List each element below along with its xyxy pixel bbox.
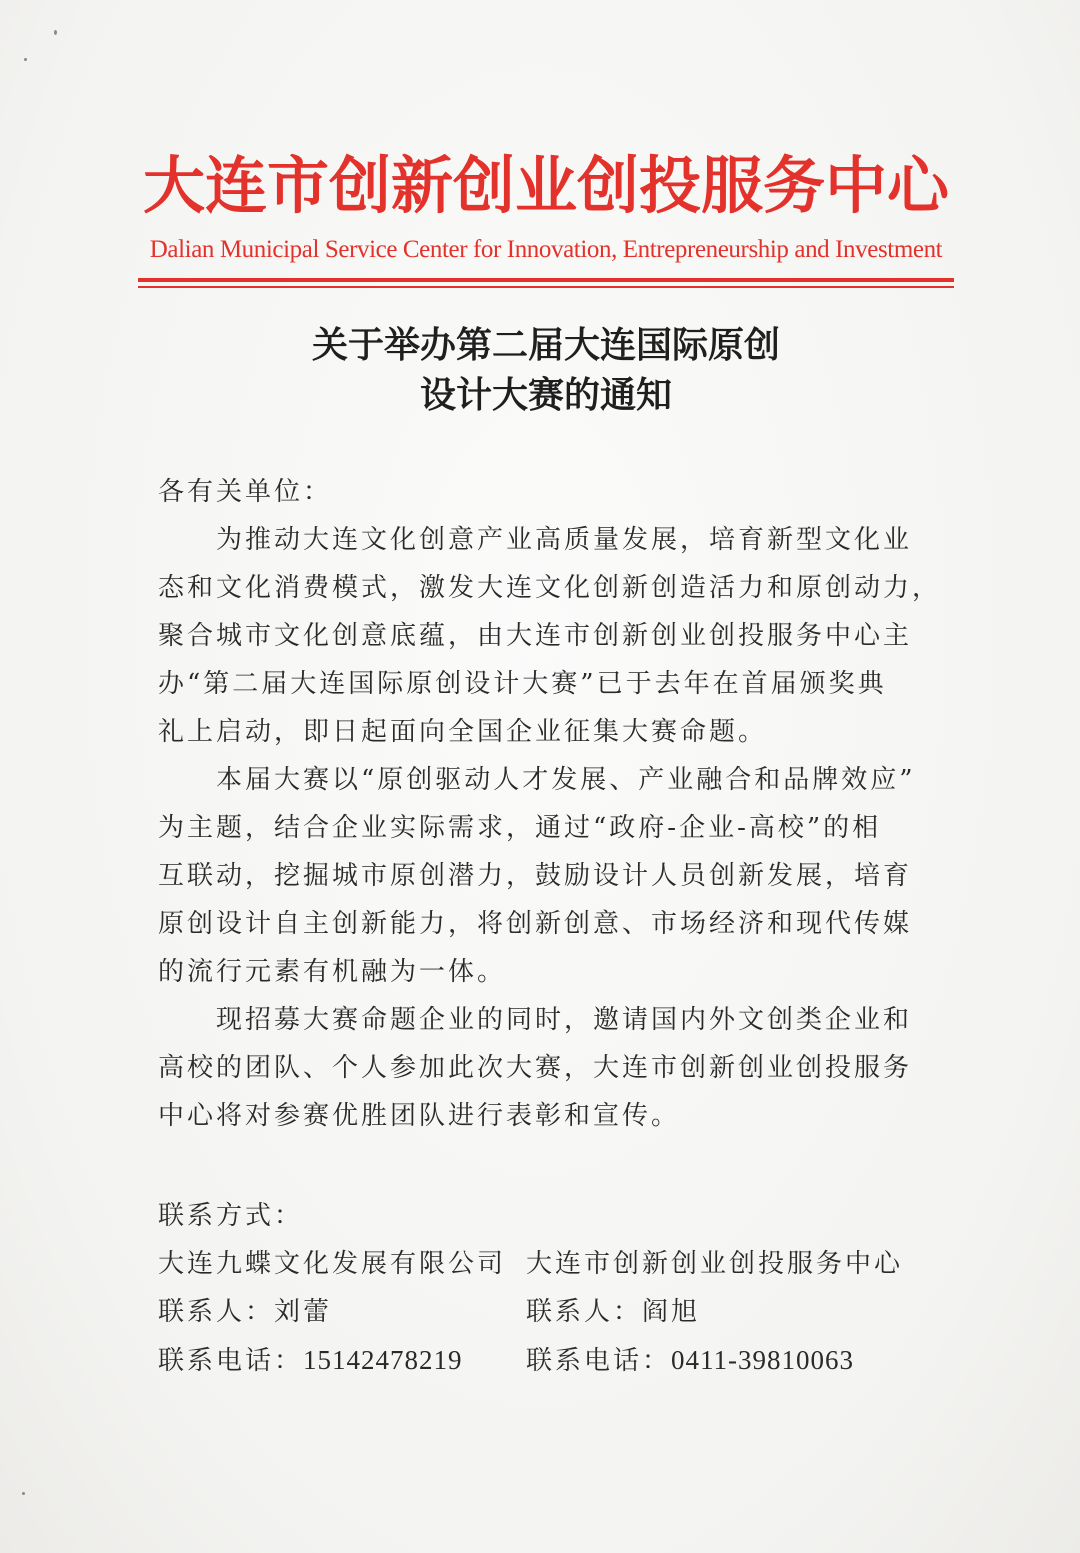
- notice-title-line2: 设计大赛的通知: [419, 374, 672, 416]
- paragraph1-line: 办“第二届大连国际原创设计大赛”已于去年在首届颁奖典: [158, 669, 887, 699]
- scan-speck: [54, 30, 57, 35]
- paragraph1-line: 态和文化消费模式，激发大连文化创新创造活力和原创动力，: [158, 573, 942, 603]
- contact-right-org: 大连市创新创业创投服务中心: [526, 1249, 904, 1279]
- paragraph2-line: 本届大赛以“原创驱动人才发展、产业融合和品牌效应”: [216, 765, 916, 795]
- contact-right: [526, 1240, 903, 1384]
- paragraph1-line: 聚合城市文化创意底蕴，由大连市创新创业创投服务中心主: [158, 621, 913, 651]
- contact-heading: 联系方式：: [158, 1201, 304, 1231]
- contact-right-phone-label: 联系电话：: [526, 1346, 672, 1376]
- contact-left-org: 大连九蝶文化发展有限公司: [158, 1249, 507, 1279]
- paragraph2-line: 的流行元素有机融为一体。: [158, 957, 507, 987]
- contact-left-phone-row: [158, 1336, 506, 1384]
- scan-speck: [22, 1492, 25, 1495]
- salutation: 各有关单位：: [158, 477, 333, 507]
- contact-right-person-row: [526, 1288, 903, 1336]
- paragraph3-line: 现招募大赛命题企业的同时，邀请国内外文创类企业和: [216, 1005, 913, 1035]
- contact-left-phone-label: 联系电话：: [158, 1346, 304, 1376]
- contact-left: [158, 1240, 506, 1384]
- contact-left-person-label: 联系人：: [158, 1297, 275, 1327]
- notice-body: [158, 516, 942, 1140]
- paragraph1-line: 为推动大连文化创意产业高质量发展，培育新型文化业: [216, 525, 913, 555]
- paragraph3-line: 中心将对参赛优胜团队进行表彰和宣传。: [158, 1101, 681, 1131]
- paragraph1-line: 礼上启动，即日起面向全国企业征集大赛命题。: [158, 717, 768, 747]
- paragraph2-line: 原创设计自主创新能力，将创新创意、市场经济和现代传媒: [158, 909, 913, 939]
- contact-left-person-row: [158, 1288, 506, 1336]
- letterhead-org-name-en: Dalian Municipal Service Center for Innovation, Entrepreneurship and Investment: [149, 236, 943, 263]
- contact-left-person: 刘蕾: [274, 1297, 333, 1327]
- notice-title-line1: 关于举办第二届大连国际原创: [311, 324, 780, 366]
- contact-right-phone-row: [526, 1336, 903, 1384]
- scan-speck: [24, 58, 27, 61]
- letterhead-rule-thick: [138, 278, 954, 282]
- letterhead-rule-thin: [138, 286, 954, 288]
- paragraph2-line: 为主题，结合企业实际需求，通过“政府-企业-高校”的相: [158, 813, 882, 843]
- contact-right-phone: 0411-39810063: [671, 1345, 855, 1375]
- contact-right-person-label: 联系人：: [526, 1297, 643, 1327]
- contact-right-person: 阎旭: [642, 1297, 701, 1327]
- paragraph3-line: 高校的团队、个人参加此次大赛，大连市创新创业创投服务: [158, 1053, 913, 1083]
- paragraph2-line: 互联动，挖掘城市原创潜力，鼓励设计人员创新发展，培育: [158, 861, 913, 891]
- contact-left-phone: 15142478219: [303, 1345, 463, 1375]
- notice-title: [138, 320, 954, 420]
- letterhead-org-name-cn: 大连市创新创业创投服务中心: [142, 149, 949, 222]
